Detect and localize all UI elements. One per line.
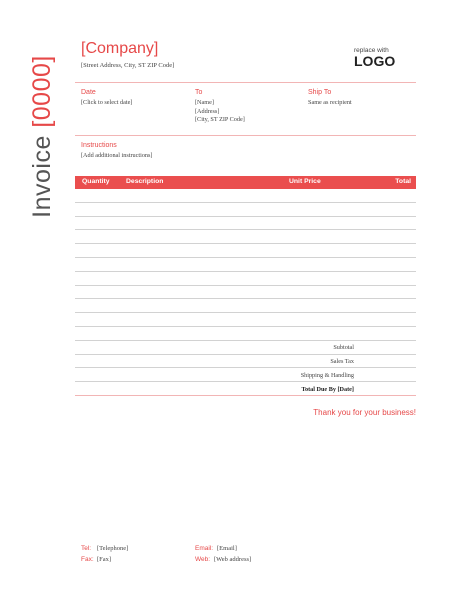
invoice-number[interactable]: [0000] [27,54,56,128]
table-row[interactable] [75,327,416,341]
subtotal-label: Subtotal [333,344,354,352]
table-row[interactable] [75,217,416,231]
header-rule [75,82,416,83]
invoice-vertical-title [22,56,62,216]
to-name[interactable]: [Name] [195,99,214,106]
instructions-value[interactable]: [Add additional instructions] [81,152,153,159]
shipping-handling-row [75,368,416,382]
invoice-word: Invoice [27,134,56,218]
table-row[interactable] [75,203,416,217]
to-city-state-zip[interactable]: [City, ST ZIP Code] [195,116,245,123]
ship-to-label: Ship To [308,89,332,96]
logo-placeholder[interactable] [354,47,416,68]
details-rule [75,135,416,136]
total-due-label[interactable]: Total Due By [Date] [301,385,354,393]
header-unit-price: Unit Price [289,178,321,185]
to-label: To [195,89,203,96]
header-quantity: Quantity [82,178,110,185]
table-row[interactable] [75,244,416,258]
logo-replace-text: replace with [354,47,389,54]
table-row[interactable] [75,299,416,313]
thank-you-message: Thank you for your business! [313,408,416,417]
table-row[interactable] [75,286,416,300]
web-value[interactable]: [Web address] [214,556,252,563]
company-street-address[interactable]: [Street Address, City, ST ZIP Code] [81,62,175,69]
table-header [75,176,416,189]
sales-tax-label: Sales Tax [330,358,354,366]
shipping-handling-label: Shipping & Handling [300,371,354,379]
ship-to-value[interactable]: Same as recipient [308,99,352,106]
table-row[interactable] [75,272,416,286]
date-value[interactable]: [Click to select date] [81,99,133,106]
email-label: Email: [195,545,214,552]
logo-text: LOGO [354,53,396,69]
line-items-table [75,176,416,396]
tel-label: Tel: [81,545,92,552]
header-total: Total [395,178,411,185]
table-row[interactable] [75,230,416,244]
tel-value[interactable]: [Telephone] [97,545,129,552]
company-name[interactable]: [Company] [81,40,159,57]
to-address[interactable]: [Address] [195,107,220,115]
table-row[interactable] [75,313,416,327]
total-due-row [75,382,416,396]
header-description: Description [126,178,164,185]
instructions-label: Instructions [81,142,117,149]
subtotal-row [75,341,416,355]
fax-value[interactable]: [Fax] [97,556,112,563]
table-row[interactable] [75,189,416,203]
web-label: Web: [195,556,211,563]
date-label: Date [81,89,96,96]
table-row[interactable] [75,258,416,272]
email-value[interactable]: [Email] [217,545,237,552]
fax-label: Fax: [81,556,94,563]
sales-tax-row [75,355,416,369]
